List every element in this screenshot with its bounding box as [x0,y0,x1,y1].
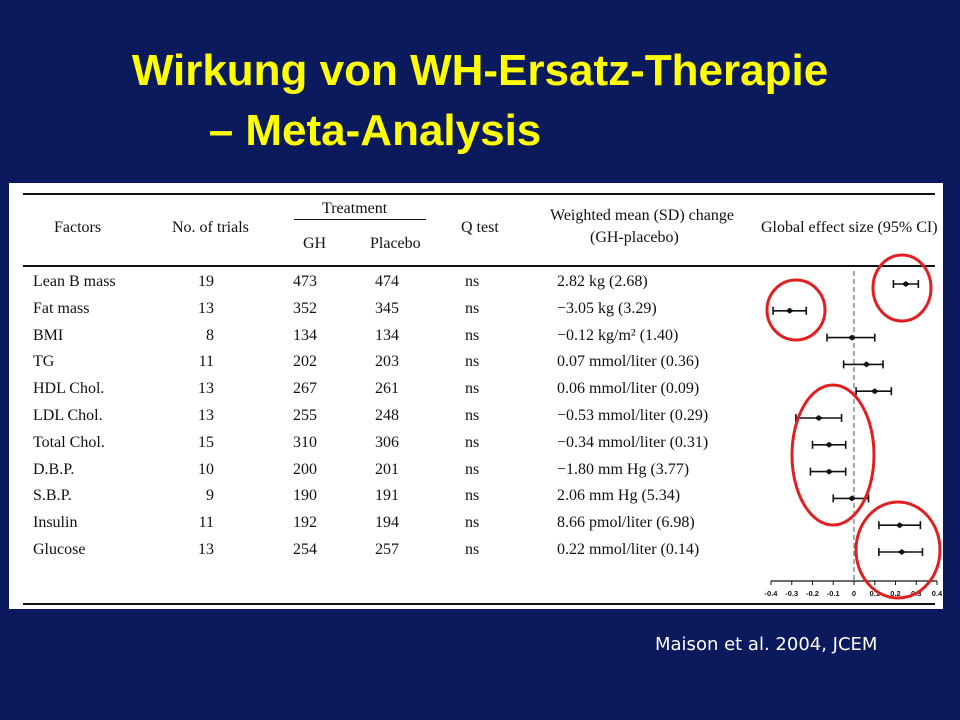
x-tick-label: -0.1 [826,589,840,598]
estimate-marker [848,495,856,501]
x-tick-label: 0 [851,589,857,598]
cell-change: −1.80 mm Hg (3.77) [557,460,690,478]
cell-change: 0.06 mmol/liter (0.09) [557,380,700,398]
cell-placebo: 474 [375,273,399,290]
cell-gh: 200 [293,460,317,478]
cell-placebo: 345 [375,299,399,317]
cell-placebo: 191 [375,487,399,505]
highlight-circle-insulin-glucose [856,502,940,598]
cell-placebo: 257 [375,541,399,558]
cell-qtest: ns [465,299,480,317]
cell-factor: Lean B mass [33,273,116,290]
forest-plot [9,183,943,609]
header-gh: GH [303,235,327,252]
cell-trials: 9 [206,487,214,505]
header-treatment: Treatment [322,200,388,217]
cell-gh: 352 [293,299,317,317]
estimate-marker [786,308,794,314]
cell-change: −0.12 kg/m² (1.40) [557,326,679,344]
cell-gh: 190 [293,487,317,505]
cell-factor: BMI [33,326,64,344]
x-tick-label: 0.4 [931,589,943,598]
slide-title-line2: – Meta-Analysis [208,106,542,155]
cell-gh: 202 [293,353,317,371]
cell-factor: TG [33,353,55,371]
cell-change: −0.53 mmol/liter (0.29) [557,407,709,424]
cell-factor: Insulin [33,514,78,532]
header-qtest: Q test [461,219,499,236]
cell-placebo: 134 [375,326,399,344]
estimate-marker [896,522,904,528]
header-weighted-mean-sub: (GH-placebo) [590,229,679,246]
cell-trials: 11 [198,514,214,532]
header-weighted-mean: Weighted mean (SD) change [550,207,734,224]
header-effect-size: Global effect size (95% CI) [761,219,938,236]
cell-factor: Glucose [33,541,86,558]
estimate-marker [815,415,823,421]
x-tick-label: 0.3 [911,589,922,598]
cell-placebo: 248 [375,407,399,424]
cell-change: 8.66 pmol/liter (6.98) [557,514,695,532]
cell-gh: 254 [293,541,317,558]
cell-factor: D.B.P. [33,460,75,478]
cell-factor: Fat mass [33,299,90,317]
header-placebo: Placebo [370,235,421,252]
cell-trials: 13 [198,299,214,317]
cell-gh: 473 [293,273,317,290]
cell-qtest: ns [465,273,480,290]
meta-analysis-table-panel [9,183,943,609]
cell-qtest: ns [465,541,480,558]
cell-change: 2.06 mm Hg (5.34) [557,487,681,505]
x-tick-label: -0.4 [764,589,778,598]
header-factors: Factors [54,219,102,236]
cell-trials: 13 [198,541,214,558]
cell-trials: 15 [198,433,214,451]
cell-qtest: ns [465,380,480,398]
highlight-circle-lean-mass [873,255,931,321]
cell-qtest: ns [465,326,480,344]
slide-title-line1: Wirkung von WH-Ersatz-Therapie [131,46,829,95]
x-tick-label: -0.2 [806,589,819,598]
cell-qtest: ns [465,353,480,371]
x-tick-label: -0.3 [785,589,799,598]
cell-change: 0.22 mmol/liter (0.14) [557,541,700,558]
estimate-marker [902,281,910,287]
cell-trials: 13 [198,407,214,424]
estimate-marker [825,442,833,448]
cell-trials: 10 [198,460,214,478]
estimate-marker [871,388,879,394]
estimate-marker [825,469,833,475]
estimate-marker [862,361,870,367]
cell-change: −0.34 mmol/liter (0.31) [557,433,709,451]
cell-qtest: ns [465,433,480,451]
cell-trials: 19 [198,273,214,290]
cell-gh: 310 [293,433,317,451]
cell-placebo: 194 [375,514,399,532]
cell-factor: S.B.P. [33,487,72,505]
cell-placebo: 201 [375,460,399,478]
cell-gh: 134 [293,326,317,344]
cell-change: −3.05 kg (3.29) [557,299,657,317]
cell-gh: 255 [293,407,317,424]
cell-gh: 267 [293,380,317,398]
cell-factor: LDL Chol. [33,407,103,424]
header-trials: No. of trials [172,219,249,236]
cell-qtest: ns [465,407,480,424]
highlight-circle-lipids-dbp [792,385,874,525]
cell-change: 0.07 mmol/liter (0.36) [557,353,700,371]
cell-trials: 11 [198,353,214,371]
cell-qtest: ns [465,487,480,505]
x-tick-label: 0.1 [869,589,880,598]
cell-placebo: 261 [375,380,399,398]
cell-trials: 13 [198,380,214,398]
cell-placebo: 306 [375,433,399,451]
estimate-marker [898,549,906,555]
cell-qtest: ns [465,514,480,532]
cell-factor: Total Chol. [33,433,105,451]
cell-change: 2.82 kg (2.68) [557,273,648,290]
cell-factor: HDL Chol. [33,380,105,398]
x-tick-label: 0.2 [890,589,901,598]
citation: Maison et al. 2004, JCEM [655,634,878,655]
cell-qtest: ns [465,460,480,478]
cell-gh: 192 [293,514,317,532]
cell-placebo: 203 [375,353,399,371]
estimate-marker [848,335,856,341]
cell-trials: 8 [206,326,214,344]
